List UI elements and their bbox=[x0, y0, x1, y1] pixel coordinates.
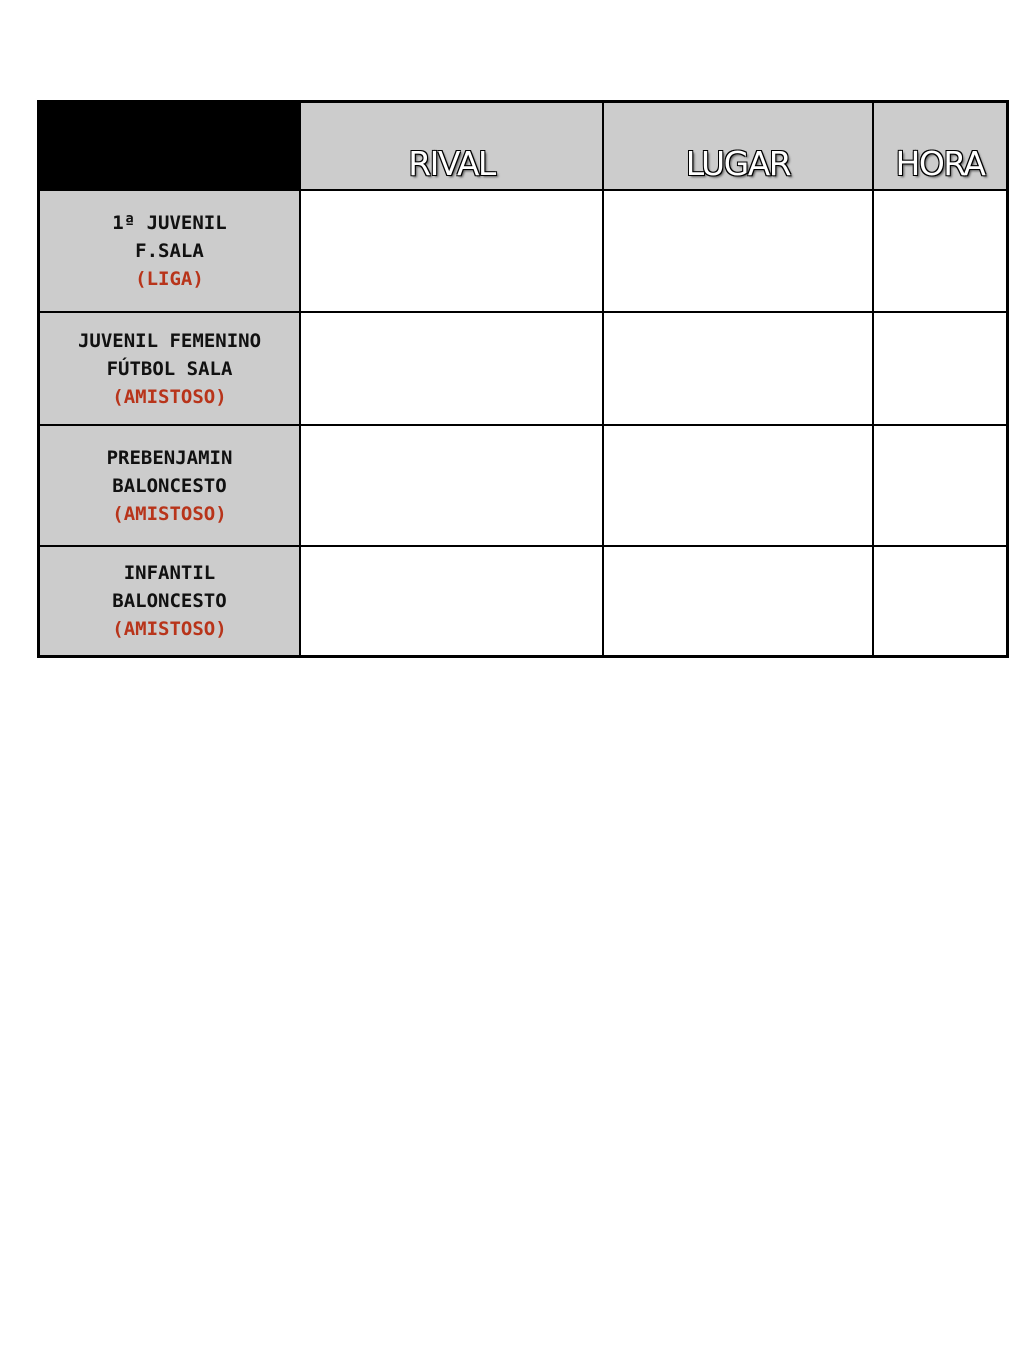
lugar-cell[interactable] bbox=[604, 426, 872, 545]
header-rival: RIVAL bbox=[301, 103, 602, 189]
team-cell bbox=[40, 426, 299, 545]
hora-cell[interactable] bbox=[874, 426, 1006, 545]
hora-cell[interactable] bbox=[874, 191, 1006, 311]
rival-cell[interactable] bbox=[301, 426, 602, 545]
team-name-line: JUVENIL FEMENINO bbox=[77, 329, 262, 352]
lugar-cell[interactable] bbox=[604, 191, 872, 311]
rival-cell[interactable] bbox=[301, 313, 602, 424]
match-type: (AMISTOSO) bbox=[112, 385, 227, 408]
match-type: (AMISTOSO) bbox=[112, 502, 227, 525]
team-name-line: FÚTBOL SALA bbox=[106, 357, 233, 380]
team-cell bbox=[40, 313, 299, 424]
header-hora: HORA bbox=[874, 103, 1006, 189]
rival-cell[interactable] bbox=[301, 191, 602, 311]
lugar-cell[interactable] bbox=[604, 313, 872, 424]
team-cell bbox=[40, 191, 299, 311]
hora-cell[interactable] bbox=[874, 547, 1006, 655]
match-schedule-table bbox=[37, 100, 1009, 658]
corner-cell bbox=[40, 103, 299, 189]
team-cell bbox=[40, 547, 299, 655]
header-lugar: LUGAR bbox=[604, 103, 872, 189]
team-name-line: 1ª JUVENIL bbox=[112, 212, 227, 234]
team-name-line: F.SALA bbox=[135, 240, 204, 262]
team-name-line: BALONCESTO bbox=[112, 590, 227, 612]
hora-cell[interactable] bbox=[874, 313, 1006, 424]
team-name-line: INFANTIL bbox=[123, 562, 216, 584]
match-type: (LIGA) bbox=[135, 268, 204, 290]
match-type: (AMISTOSO) bbox=[112, 618, 227, 640]
team-name-line: BALONCESTO bbox=[112, 474, 227, 497]
team-name-line: PREBENJAMIN bbox=[106, 446, 233, 469]
rival-cell[interactable] bbox=[301, 547, 602, 655]
lugar-cell[interactable] bbox=[604, 547, 872, 655]
